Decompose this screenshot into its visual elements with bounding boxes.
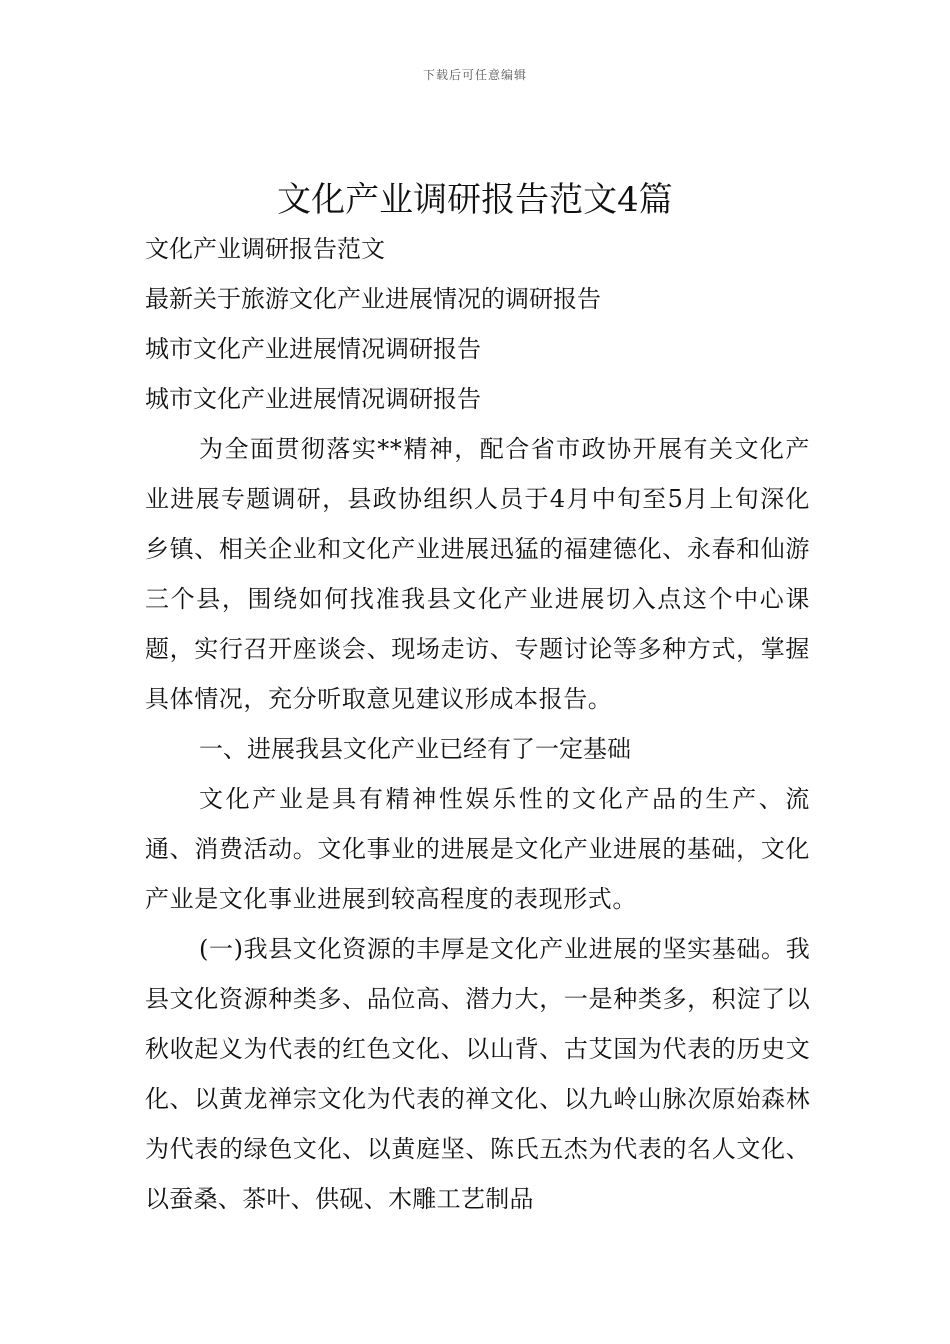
header-note: 下载后可任意编辑 <box>422 68 527 82</box>
section-heading: 一、进展我县文化产业已经有了一定基础 <box>199 735 631 763</box>
intro-paragraph: 为全面贯彻落实**精神，配合省市政协开展有关文化产业进展专题调研，县政协组织人员于4月中旬至5月上旬深化乡镇、相关企业和文化产业进展迅猛的福建德化、永春和仙游三个县，围绕如何找准我县文化产业进展切入点这个中心课题，实行召开座谈会、现场走访、专题讨论等多种方式，掌握具体情况，充分听取意见建议形成本报告。 <box>145 435 810 713</box>
toc-item: 城市文化产业进展情况调研报告 <box>145 335 481 363</box>
resources-paragraph: (一)我县文化资源的丰厚是文化产业进展的坚实基础。我县文化资源种类多、品位高、潜力大，一是种类多，积淀了以秋收起义为代表的红色文化、以山背、古艾国为代表的历史文化、以黄龙禅宗文化为代表的禅文化、以九岭山脉次原始森林为代表的绿色文化、以黄庭坚、陈氏五杰为代表的名人文化、以蚕桑、茶叶、供砚、木雕工艺制品 <box>145 935 810 1213</box>
document-title: 文化产业调研报告范文4篇 <box>277 180 673 220</box>
toc-item: 城市文化产业进展情况调研报告 <box>145 385 481 413</box>
definition-paragraph: 文化产业是具有精神性娱乐性的文化产品的生产、流通、消费活动。文化事业的进展是文化产业进展的基础，文化产业是文化事业进展到较高程度的表现形式。 <box>145 785 810 913</box>
toc-item: 文化产业调研报告范文 <box>145 235 385 263</box>
toc-item: 最新关于旅游文化产业进展情况的调研报告 <box>145 285 601 313</box>
document-body <box>145 224 810 1224</box>
